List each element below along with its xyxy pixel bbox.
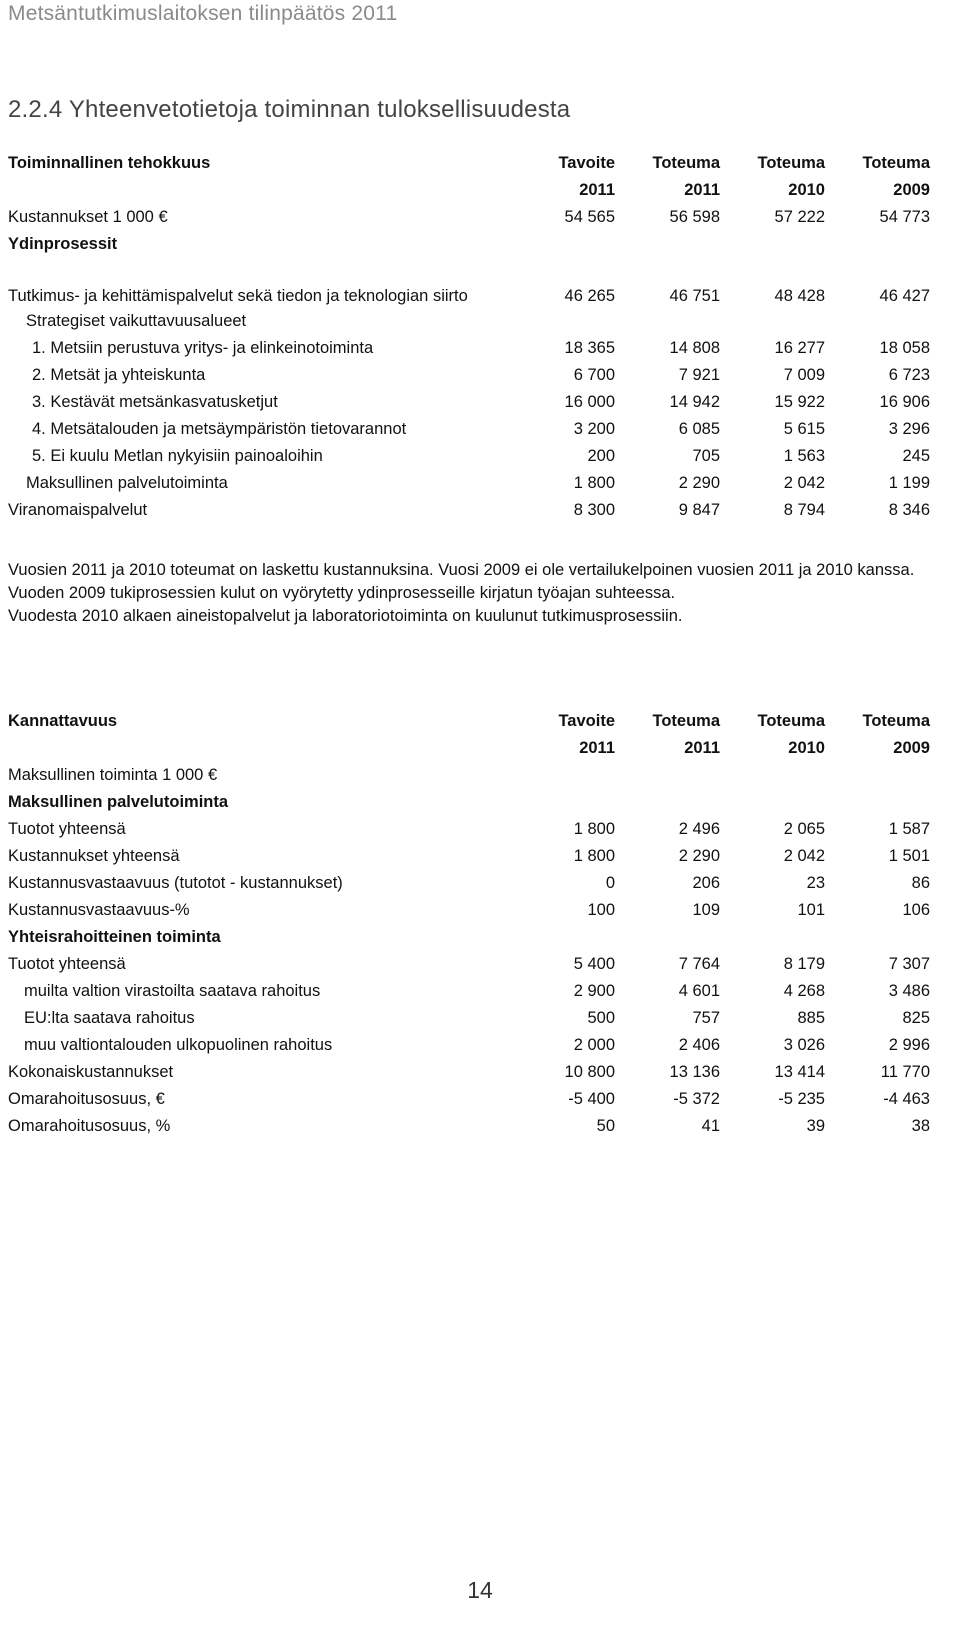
cell-value: 2 042 xyxy=(783,847,825,865)
column-header: Toteuma xyxy=(757,154,825,172)
cell-value: 2 000 xyxy=(573,1036,615,1054)
table-row xyxy=(8,897,930,924)
cell-value: 8 346 xyxy=(888,501,930,519)
cell-value: 50 xyxy=(596,1117,615,1135)
table-row xyxy=(8,1113,930,1140)
cell-value: 100 xyxy=(587,901,615,919)
row-label: 2. Metsät ja yhteiskunta xyxy=(32,366,206,384)
column-header: Toteuma xyxy=(757,712,825,730)
cell-value: 3 296 xyxy=(888,420,930,438)
cell-value: 1 800 xyxy=(573,474,615,492)
cell-value: 4 601 xyxy=(678,982,720,1000)
cell-value: 48 428 xyxy=(774,287,825,305)
row-label: 1. Metsiin perustuva yritys- ja elinkeinotoiminta xyxy=(32,339,374,357)
cell-value: 757 xyxy=(692,1009,720,1027)
cell-value: 245 xyxy=(902,447,930,465)
cell-value: 46 265 xyxy=(564,287,615,305)
table-year-row xyxy=(8,735,930,762)
column-year: 2011 xyxy=(579,181,615,199)
profitability-table xyxy=(8,708,930,1140)
cell-value: 1 563 xyxy=(783,447,825,465)
cell-value: 3 200 xyxy=(573,420,615,438)
row-label: muilta valtion virastoilta saatava rahoitus xyxy=(24,982,321,1000)
cell-value: 46 751 xyxy=(669,287,720,305)
column-header: Toteuma xyxy=(652,712,720,730)
row-label: Viranomaispalvelut xyxy=(8,501,148,519)
table-row xyxy=(8,497,930,524)
table-row xyxy=(8,843,930,870)
cell-value: 0 xyxy=(605,874,615,892)
cell-value: 1 800 xyxy=(573,820,615,838)
cell-value: 2 065 xyxy=(783,820,825,838)
cell-value: 23 xyxy=(806,874,825,892)
cell-value: -5 235 xyxy=(778,1090,825,1108)
row-subgroup-label: Strategiset vaikuttavuusalueet xyxy=(26,312,247,330)
table-row xyxy=(8,204,930,231)
column-year: 2011 xyxy=(684,181,720,199)
table-notes xyxy=(8,560,930,629)
cell-value: 106 xyxy=(902,901,930,919)
table-row xyxy=(8,335,930,362)
cell-value: 2 496 xyxy=(678,820,720,838)
efficiency-table xyxy=(8,150,930,524)
unit-label: Maksullinen toiminta 1 000 € xyxy=(8,766,218,784)
cell-value: 1 587 xyxy=(888,820,930,838)
cell-value: 1 199 xyxy=(888,474,930,492)
cell-value: 11 770 xyxy=(880,1063,930,1081)
row-label: 3. Kestävät metsänkasvatusketjut xyxy=(32,393,278,411)
cell-value: 3 486 xyxy=(888,982,930,1000)
table-row xyxy=(8,389,930,416)
cell-value: 101 xyxy=(797,901,825,919)
cell-value: 10 800 xyxy=(564,1063,615,1081)
cell-value: 56 598 xyxy=(669,208,720,226)
cell-value: -5 400 xyxy=(568,1090,615,1108)
column-year: 2011 xyxy=(684,739,720,757)
table-title: Toiminnallinen tehokkuus xyxy=(8,154,211,172)
cell-value: 54 773 xyxy=(879,208,930,226)
cell-value: 57 222 xyxy=(774,208,825,226)
cell-value: 86 xyxy=(911,874,930,892)
cell-value: 2 290 xyxy=(678,847,720,865)
cell-value: 1 501 xyxy=(888,847,930,865)
table-row xyxy=(8,362,930,389)
column-year: 2009 xyxy=(893,181,930,199)
row-label: Tuotot yhteensä xyxy=(8,955,126,973)
cell-value: 38 xyxy=(911,1117,930,1135)
cell-value: 41 xyxy=(701,1117,720,1135)
cell-value: 46 427 xyxy=(879,287,930,305)
note-text: Vuodesta 2010 alkaen aineistopalvelut ja laboratoriotoiminta on kuulunut tutkimusprosessiin. xyxy=(8,607,683,625)
column-header: Toteuma xyxy=(652,154,720,172)
row-label: Maksullinen palvelutoiminta xyxy=(26,474,228,492)
table-row xyxy=(8,816,930,843)
cell-value: 4 268 xyxy=(783,982,825,1000)
cell-value: 8 794 xyxy=(783,501,825,519)
cell-value: 18 365 xyxy=(564,339,615,357)
cell-value: 109 xyxy=(692,901,720,919)
table-row xyxy=(8,951,930,978)
cell-value: 3 026 xyxy=(783,1036,825,1054)
cell-value: 8 300 xyxy=(573,501,615,519)
cell-value: 206 xyxy=(692,874,720,892)
row-label: muu valtiontalouden ulkopuolinen rahoitus xyxy=(24,1036,333,1054)
cell-value: -4 463 xyxy=(883,1090,930,1108)
note-text: Vuosien 2011 ja 2010 toteumat on laskettu kustannuksina. Vuosi 2009 ei ole vertailukelpoinen vuosien 2011 ja 2010 kanssa. xyxy=(8,561,915,579)
cell-value: 39 xyxy=(806,1117,825,1135)
cell-value: 15 922 xyxy=(774,393,825,411)
table-row xyxy=(8,1032,930,1059)
row-label: EU:lta saatava rahoitus xyxy=(24,1009,195,1027)
cell-value: 2 996 xyxy=(888,1036,930,1054)
row-label: Tuotot yhteensä xyxy=(8,820,126,838)
table-row xyxy=(8,231,930,258)
cell-value: 13 414 xyxy=(774,1063,825,1081)
cell-value: 7 921 xyxy=(678,366,720,384)
row-label: 4. Metsätalouden ja metsäympäristön tietovarannot xyxy=(32,420,407,438)
cell-value: 705 xyxy=(692,447,720,465)
table-year-row xyxy=(8,177,930,204)
cell-value: 16 000 xyxy=(564,393,615,411)
row-label: 5. Ei kuulu Metlan nykyisiin painoaloihin xyxy=(32,447,323,465)
table-row xyxy=(8,924,930,951)
row-label: Kustannukset yhteensä xyxy=(8,847,180,865)
cell-value: 54 565 xyxy=(564,208,615,226)
table-row xyxy=(8,978,930,1005)
table-title: Kannattavuus xyxy=(8,712,118,730)
cell-value: 885 xyxy=(797,1009,825,1027)
row-group-label: Ydinprosessit xyxy=(8,235,118,253)
note-text: Vuoden 2009 tukiprosessien kulut on vyörytetty ydinprosesseille kirjatun työajan suhteessa. xyxy=(8,584,676,602)
cell-value: 2 900 xyxy=(573,982,615,1000)
cell-value: 2 042 xyxy=(783,474,825,492)
cell-value: 14 942 xyxy=(669,393,720,411)
row-group-label: Maksullinen palvelutoiminta xyxy=(8,793,229,811)
cell-value: 13 136 xyxy=(669,1063,720,1081)
row-group-label: Yhteisrahoitteinen toiminta xyxy=(8,928,221,946)
table-row xyxy=(8,1059,930,1086)
table-row xyxy=(8,1005,930,1032)
cell-value: 7 009 xyxy=(783,366,825,384)
cell-value: 9 847 xyxy=(678,501,720,519)
column-year: 2009 xyxy=(893,739,930,757)
table-header-row xyxy=(8,150,930,177)
cell-value: 7 307 xyxy=(888,955,930,973)
column-header: Toteuma xyxy=(862,154,930,172)
cell-value: 6 700 xyxy=(573,366,615,384)
column-year: 2011 xyxy=(579,739,615,757)
cell-value: 1 800 xyxy=(573,847,615,865)
cell-value: 5 615 xyxy=(783,420,825,438)
column-header: Tavoite xyxy=(558,154,615,172)
cell-value: 500 xyxy=(587,1009,615,1027)
cell-value: 6 723 xyxy=(888,366,930,384)
page-number: 14 xyxy=(467,1577,493,1603)
table-row xyxy=(8,258,930,308)
document-header: Metsäntutkimuslaitoksen tilinpäätös 2011 xyxy=(8,2,398,25)
cell-value: 14 808 xyxy=(669,339,720,357)
table-row xyxy=(8,470,930,497)
cell-value: 7 764 xyxy=(678,955,720,973)
cell-value: 5 400 xyxy=(573,955,615,973)
row-label: Kustannusvastaavuus-% xyxy=(8,901,190,919)
column-header: Tavoite xyxy=(558,712,615,730)
cell-value: 8 179 xyxy=(783,955,825,973)
table-row xyxy=(8,762,930,789)
row-label: Omarahoitusosuus, € xyxy=(8,1090,165,1108)
table-row xyxy=(8,870,930,897)
row-label: Kustannusvastaavuus (tutotot - kustannukset) xyxy=(8,874,343,892)
table-row xyxy=(8,308,930,335)
row-label: Omarahoitusosuus, % xyxy=(8,1117,171,1135)
cell-value: 2 290 xyxy=(678,474,720,492)
row-label: Kokonaiskustannukset xyxy=(8,1063,174,1081)
column-year: 2010 xyxy=(788,739,825,757)
row-label: Tutkimus- ja kehittämispalvelut sekä tiedon ja teknologian siirto xyxy=(8,287,468,305)
cell-value: 825 xyxy=(902,1009,930,1027)
row-label: Kustannukset 1 000 € xyxy=(8,208,168,226)
table-row xyxy=(8,789,930,816)
cell-value: 16 277 xyxy=(774,339,825,357)
table-row xyxy=(8,443,930,470)
cell-value: 200 xyxy=(587,447,615,465)
table-header-row xyxy=(8,708,930,735)
column-header: Toteuma xyxy=(862,712,930,730)
cell-value: 18 058 xyxy=(879,339,930,357)
section-heading: 2.2.4 Yhteenvetotietoja toiminnan tuloksellisuudesta xyxy=(8,96,571,123)
cell-value: 6 085 xyxy=(678,420,720,438)
table-row xyxy=(8,1086,930,1113)
column-year: 2010 xyxy=(788,181,825,199)
cell-value: -5 372 xyxy=(673,1090,720,1108)
cell-value: 16 906 xyxy=(879,393,930,411)
table-row xyxy=(8,416,930,443)
cell-value: 2 406 xyxy=(678,1036,720,1054)
